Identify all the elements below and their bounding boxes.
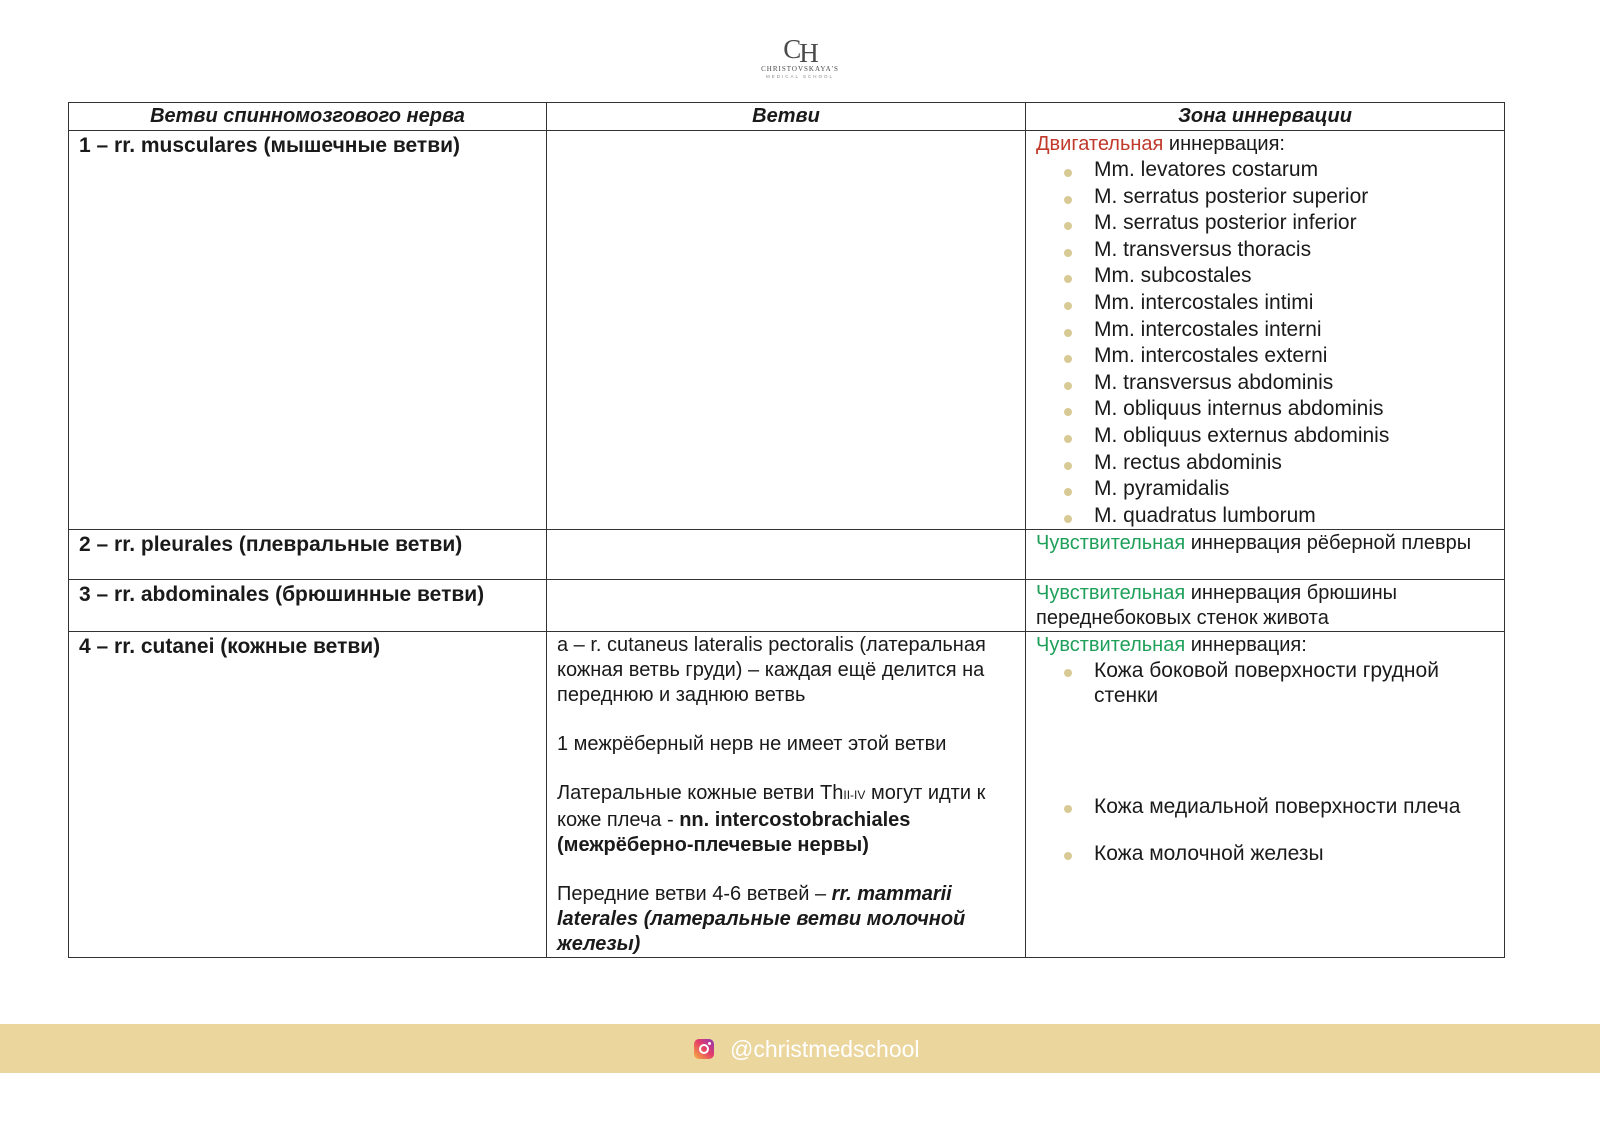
lateral-cutaneous-branch-text: a – r. cutaneus lateralis pectoralis (латеральная кожная ветвь груди) – каждая ещё делится на переднюю и заднюю ветвь: [557, 634, 986, 707]
subbranch-cell: [547, 580, 1026, 632]
list-item: Mm. intercostales interni: [1026, 317, 1504, 344]
branch-cell: [69, 530, 547, 580]
list-item: Mm. intercostales externi: [1026, 343, 1504, 370]
list-spacer: [1026, 819, 1504, 841]
zone-suffix: иннервация брюшины переднебоковых стенок живота: [1036, 582, 1397, 630]
list-item: M. serratus posterior inferior: [1026, 210, 1504, 237]
list-item: Mm. levatores costarum: [1026, 157, 1504, 184]
logo-name: CHRISTOVSKAYA'S: [761, 65, 839, 73]
zone-cell: [1026, 530, 1505, 580]
header-innervation-zone: Зона иннервации: [1026, 103, 1505, 131]
table-row: [69, 530, 1505, 580]
skin-list: [1026, 658, 1504, 866]
instagram-handle[interactable]: @christmedschool: [730, 1035, 920, 1062]
subbranch-cell: [547, 632, 1026, 958]
list-item: M. transversus abdominis: [1026, 370, 1504, 397]
zone-suffix: иннервация рёберной плевры: [1185, 532, 1472, 555]
list-item: M. transversus thoracis: [1026, 237, 1504, 264]
header-branches-of-spinal-nerve: Ветви спинномозгового нерва: [69, 103, 547, 131]
mammary-branches-text: Передние ветви 4-6 ветвей – rr. mammarii laterales (латеральные ветви молочной железы): [557, 883, 966, 956]
zone-text: [1026, 580, 1504, 631]
table-header-row: [69, 103, 1505, 131]
sensory-label: Чувствительная: [1036, 532, 1186, 555]
footer-social[interactable]: [694, 1035, 920, 1063]
list-item: M. pyramidalis: [1026, 476, 1504, 503]
zone-cell: [1026, 131, 1505, 530]
motor-label: Двигательная: [1036, 133, 1164, 155]
branch-label: 3 – rr. abdominales (брюшинные ветви): [79, 583, 485, 607]
zone-suffix: иннервация:: [1163, 133, 1285, 155]
branch-cell: [69, 580, 547, 632]
header-branches: Ветви: [547, 103, 1026, 131]
list-item: M. rectus abdominis: [1026, 450, 1504, 477]
list-item: M. obliquus externus abdominis: [1026, 423, 1504, 450]
zone-text: [1026, 632, 1504, 658]
zone-text: [1026, 131, 1504, 157]
muscle-list: [1026, 157, 1504, 529]
list-item: Кожа боковой поверхности грудной стенки: [1026, 658, 1504, 708]
subbranch-cell: [547, 131, 1026, 530]
branch-label: 1 – rr. musculares (мышечные ветви): [79, 134, 461, 157]
sensory-label: Чувствительная: [1036, 634, 1186, 657]
instagram-icon: [694, 1039, 714, 1059]
branch-label: 2 – rr. pleurales (плевральные ветви): [79, 533, 463, 557]
list-item: M. quadratus lumborum: [1026, 503, 1504, 530]
sensory-label: Чувствительная: [1036, 582, 1186, 605]
table-row: [69, 131, 1505, 530]
innervation-table: [68, 102, 1505, 958]
logo-subtitle: MEDICAL SCHOOL: [765, 74, 835, 79]
list-item: Mm. intercostales intimi: [1026, 290, 1504, 317]
subbranch-text: [547, 632, 1025, 957]
list-item: Кожа медиальной поверхности плеча: [1026, 794, 1504, 819]
table-row: [69, 632, 1505, 958]
table-row: [69, 580, 1505, 632]
first-intercostal-note: 1 межрёберный нерв не имеет этой ветви: [557, 733, 947, 756]
list-item: Кожа молочной железы: [1026, 841, 1504, 866]
school-logo: [740, 34, 860, 80]
branch-label: 4 – rr. cutanei (кожные ветви): [79, 635, 381, 659]
list-item: Mm. subcostales: [1026, 263, 1504, 290]
footer-bar: [0, 1024, 1600, 1073]
list-spacer: [1026, 708, 1504, 794]
zone-cell: [1026, 580, 1505, 632]
zone-suffix: иннервация:: [1185, 634, 1307, 657]
intercostobrachial-text: Латеральные кожные ветви ThII-IV могут идти к коже плеча - nn. intercostobrachiales (межрёберно-плечевые нервы): [557, 782, 986, 857]
list-item: M. obliquus internus abdominis: [1026, 396, 1504, 423]
list-item: M. serratus posterior superior: [1026, 184, 1504, 211]
branch-cell: [69, 131, 547, 530]
branch-cell: [69, 632, 547, 958]
zone-cell: [1026, 632, 1505, 958]
zone-text: [1026, 530, 1504, 556]
subbranch-cell: [547, 530, 1026, 580]
logo-monogram: CH: [783, 34, 817, 68]
